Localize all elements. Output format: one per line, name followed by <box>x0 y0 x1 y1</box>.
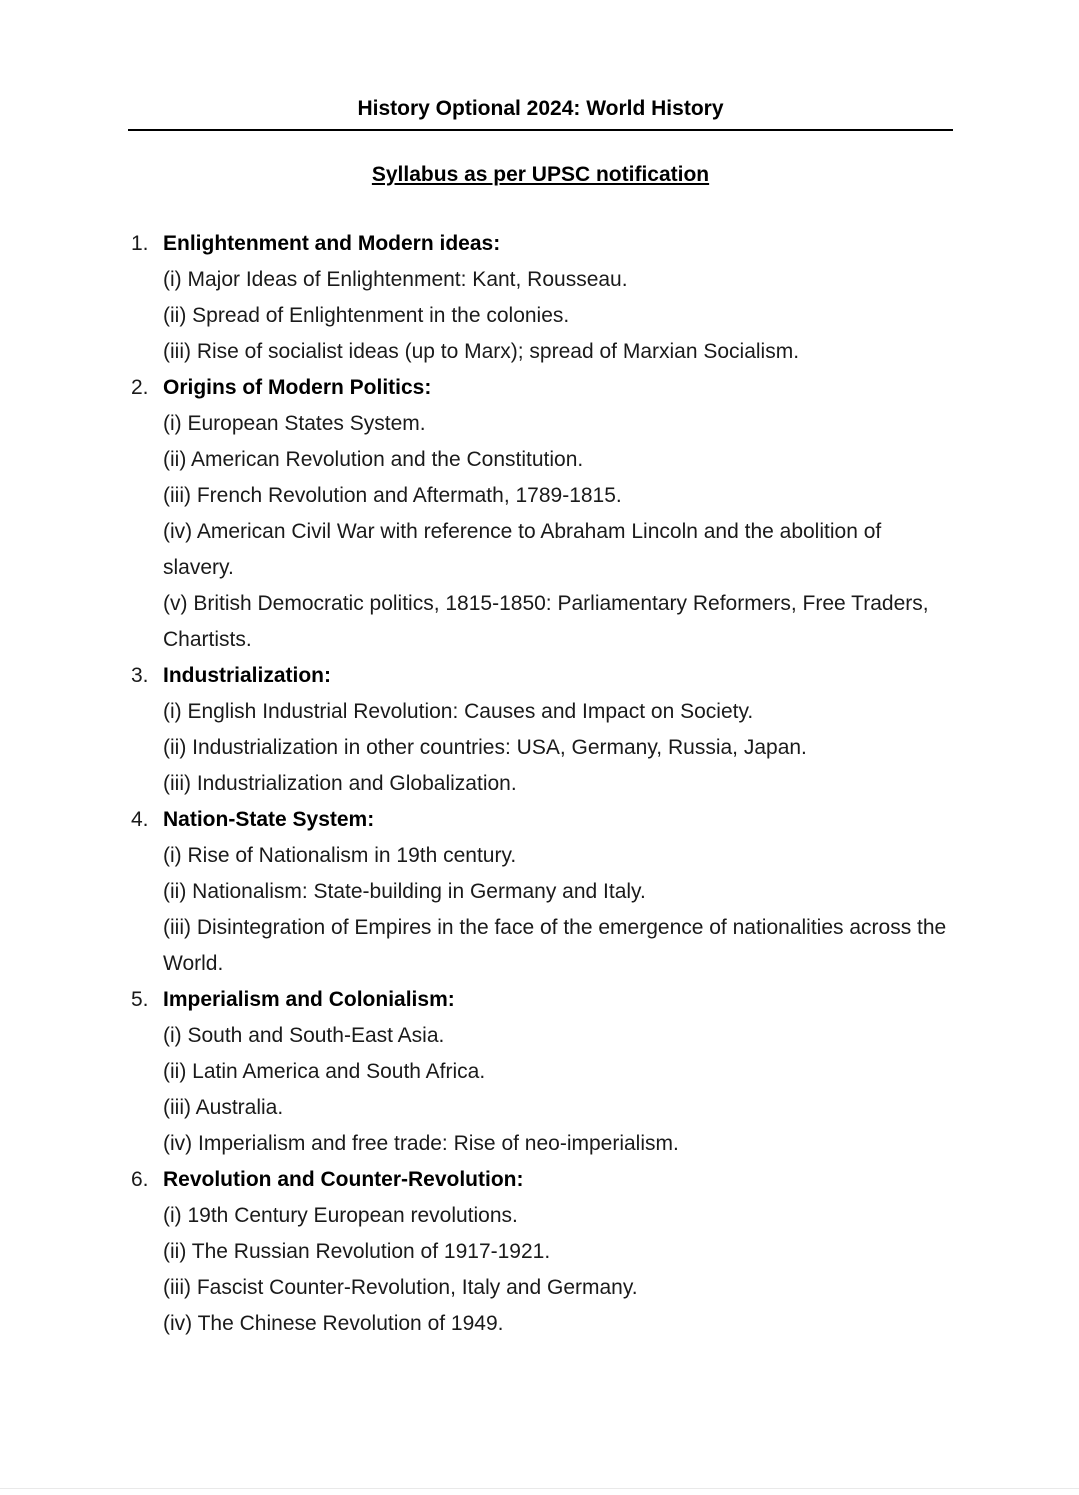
syllabus-section <box>128 370 953 658</box>
syllabus-item: (iii) French Revolution and Aftermath, 1789-1815. <box>163 484 622 507</box>
syllabus-item: (iii) Industrialization and Globalization. <box>163 772 517 795</box>
section-body <box>163 370 953 658</box>
syllabus-section <box>128 982 953 1162</box>
syllabus-item: (iv) Imperialism and free trade: Rise of neo-imperialism. <box>163 1132 679 1155</box>
section-body <box>163 226 953 370</box>
section-number: 3. <box>131 664 149 687</box>
syllabus-item: (iii) Fascist Counter-Revolution, Italy and Germany. <box>163 1276 638 1299</box>
syllabus-item: (iv) American Civil War with reference to Abraham Lincoln and the abolition of slavery. <box>163 520 882 579</box>
syllabus-item: (ii) Nationalism: State-building in Germany and Italy. <box>163 880 646 903</box>
section-heading: Imperialism and Colonialism: <box>163 988 455 1011</box>
syllabus-section <box>128 658 953 802</box>
syllabus-list <box>128 226 953 1342</box>
syllabus-section <box>128 802 953 982</box>
section-heading: Enlightenment and Modern ideas: <box>163 232 501 255</box>
syllabus-item: (iii) Rise of socialist ideas (up to Marx); spread of Marxian Socialism. <box>163 340 800 363</box>
section-number: 2. <box>131 376 149 399</box>
section-heading: Industrialization: <box>163 664 331 687</box>
syllabus-item: (i) European States System. <box>163 412 426 435</box>
page-bottom-strip <box>0 1488 1079 1495</box>
syllabus-item: (i) Rise of Nationalism in 19th century. <box>163 844 517 867</box>
section-heading: Revolution and Counter-Revolution: <box>163 1168 524 1191</box>
page-title: History Optional 2024: World History <box>357 97 724 120</box>
syllabus-item: (ii) American Revolution and the Constitution. <box>163 448 584 471</box>
syllabus-section <box>128 226 953 370</box>
syllabus-item: (i) English Industrial Revolution: Causes and Impact on Society. <box>163 700 754 723</box>
syllabus-item: (ii) Spread of Enlightenment in the colonies. <box>163 304 570 327</box>
syllabus-item: (iii) Australia. <box>163 1096 284 1119</box>
section-heading: Origins of Modern Politics: <box>163 376 432 399</box>
section-number: 1. <box>131 232 149 255</box>
syllabus-item: (v) British Democratic politics, 1815-1850: Parliamentary Reformers, Free Traders, Chartists. <box>163 592 929 651</box>
syllabus-item: (iii) Disintegration of Empires in the face of the emergence of nationalities across the World. <box>163 916 947 975</box>
section-number: 4. <box>131 808 149 831</box>
syllabus-item: (ii) The Russian Revolution of 1917-1921. <box>163 1240 551 1263</box>
syllabus-item: (ii) Industrialization in other countries: USA, Germany, Russia, Japan. <box>163 736 807 759</box>
section-body <box>163 658 953 802</box>
section-heading: Nation-State System: <box>163 808 375 831</box>
syllabus-item: (i) South and South-East Asia. <box>163 1024 445 1047</box>
section-body <box>163 1162 953 1342</box>
title-divider <box>128 129 953 131</box>
section-body <box>163 982 953 1162</box>
section-number: 5. <box>131 988 149 1011</box>
section-body <box>163 802 953 982</box>
syllabus-item: (ii) Latin America and South Africa. <box>163 1060 486 1083</box>
page-subtitle: Syllabus as per UPSC notification <box>371 163 710 186</box>
syllabus-item: (iv) The Chinese Revolution of 1949. <box>163 1312 504 1335</box>
syllabus-item: (i) Major Ideas of Enlightenment: Kant, Rousseau. <box>163 268 628 291</box>
syllabus-item: (i) 19th Century European revolutions. <box>163 1204 518 1227</box>
section-number: 6. <box>131 1168 149 1191</box>
syllabus-section <box>128 1162 953 1342</box>
